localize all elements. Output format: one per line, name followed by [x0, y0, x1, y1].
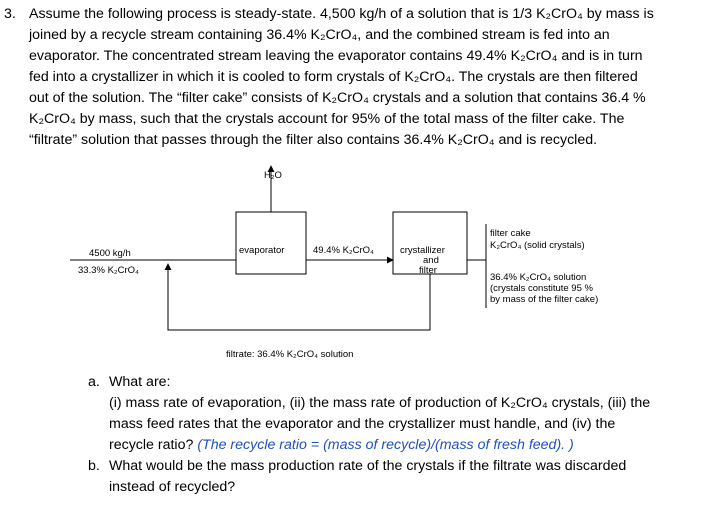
- problem-line: evaporator. The concentrated stream leaving the evaporator contains 49.4% K₂CrO₄ and is in turn: [29, 48, 643, 64]
- feed-composition-label: 33.3% K₂CrO₄: [78, 265, 139, 276]
- part-b: [88, 456, 708, 498]
- part-b-line: What would be the mass production rate of the crystals if the filtrate was discarded: [109, 458, 627, 474]
- process-flow-diagram: [0, 148, 714, 378]
- problem-line: Assume the following process is steady-state. 4,500 kg/h of a solution that is 1/3 K₂CrO₄ by mass is: [29, 6, 654, 22]
- evaporator-outlet-label: 49.4% K₂CrO₄: [313, 245, 374, 256]
- evaporator-box: [236, 212, 306, 274]
- problem-text: [29, 4, 707, 151]
- problem-line: “filtrate” solution that passes through the filter also contains 36.4% K₂CrO₄ and is recycled.: [29, 132, 598, 148]
- crystallizer-label: crystallizer: [400, 245, 445, 256]
- filter-cake-title: filter cake: [490, 228, 531, 239]
- filter-cake-solution: 36.4% K₂CrO₄ solution: [490, 272, 587, 283]
- filter-cake-note-1: (crystals constitute 95 %: [490, 283, 593, 294]
- part-a-line: What are:: [109, 374, 171, 390]
- part-a-line: mass feed rates that the evaporator and the crystallizer must handle, and (iv) the: [109, 416, 616, 432]
- problem-line: out of the solution. The “filter cake” consists of K₂CrO₄ crystals and a solution that contains 36.4 %: [29, 90, 646, 106]
- crystallizer-and-label: and: [423, 255, 439, 266]
- part-b-letter: b.: [88, 458, 100, 474]
- question-parts: [88, 372, 708, 498]
- recycle-ratio-hint: (The recycle ratio = (mass of recycle)/(mass of fresh feed). ): [197, 437, 574, 453]
- filter-cake-crystals: K₂CrO₄ (solid crystals): [490, 240, 585, 251]
- problem-line: fed into a crystallizer in which it is cooled to form crystals of K₂CrO₄. The crystals are then filtered: [29, 69, 638, 85]
- problem-line: joined by a recycle stream containing 36.4% K₂CrO₄, and the combined stream is fed into an: [29, 27, 610, 43]
- part-a-line: (i) mass rate of evaporation, (ii) the mass rate of production of K₂CrO₄ crystals, (iii) the: [109, 395, 651, 411]
- part-a-line4-prefix: recycle ratio?: [109, 437, 198, 453]
- part-a-letter: a.: [88, 374, 100, 390]
- evaporator-label: evaporator: [239, 245, 285, 256]
- problem-line: K₂CrO₄ by mass, such that the crystals account for 95% of the total mass of the filter cake. The: [29, 111, 625, 127]
- water-label: H₂O: [264, 170, 282, 181]
- filter-cake-note-2: by mass of the filter cake): [490, 294, 599, 305]
- filtrate-label: filtrate: 36.4% K₂CrO₄ solution: [226, 349, 354, 360]
- feed-rate-label: 4500 kg/h: [89, 248, 131, 259]
- part-a: [88, 372, 708, 456]
- problem-number: 3.: [4, 6, 16, 22]
- filter-label: filter: [419, 265, 437, 276]
- part-b-line: instead of recycled?: [109, 479, 236, 495]
- part-a-line: [109, 435, 708, 456]
- process-flow-svg: [0, 148, 714, 378]
